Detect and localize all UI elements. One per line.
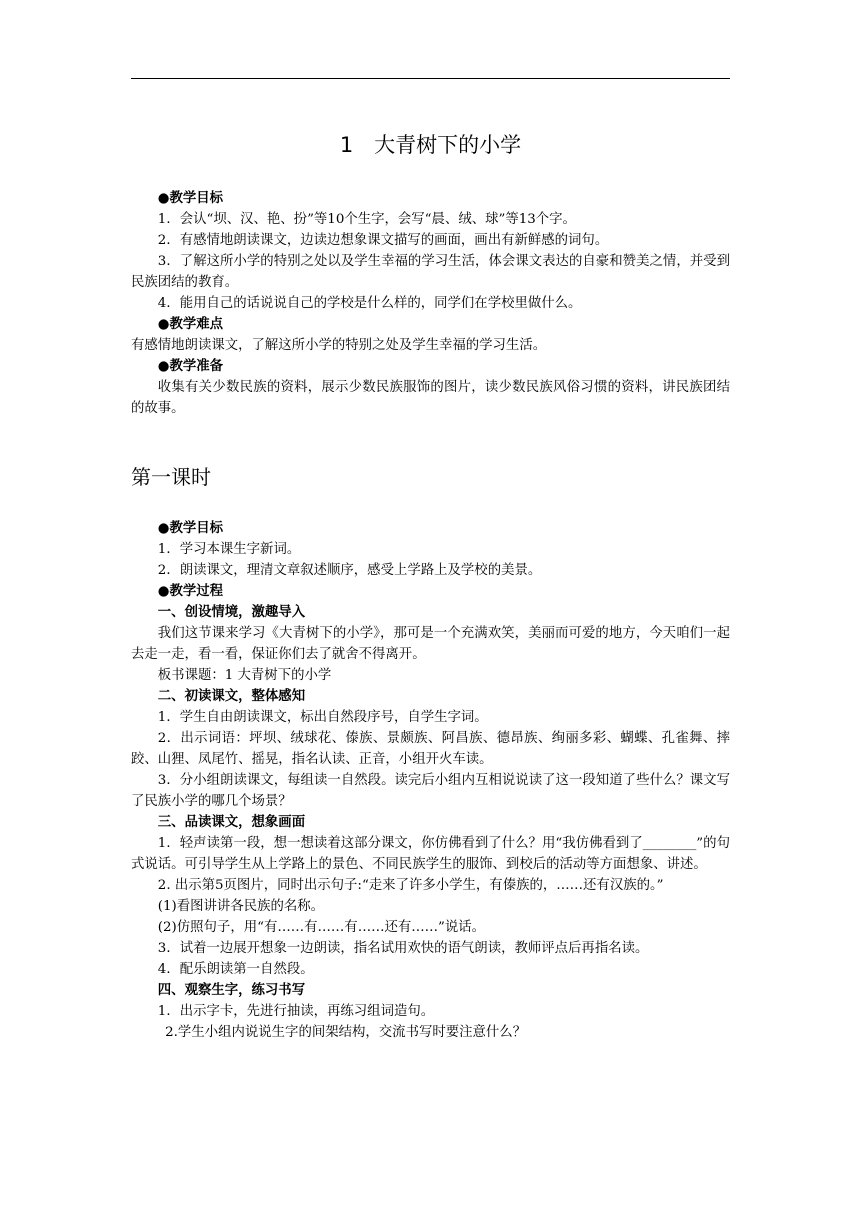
step3-item: 2. 出示第5页图片，同时出示句子:“走来了许多小学生，有傣族的，……还有汉族的。” [157,878,664,893]
goal-item: 1．会认“坝、汉、艳、扮”等10个生字，会写“晨、绒、球”等13个字。 [157,212,576,227]
goals-heading: ●教学目标 [157,191,224,206]
step1-board: 板书课题：1 大青树下的小学 [157,668,332,683]
overview-block [131,188,730,419]
step3-item: (2)仿照句子，用“有……有……有……还有……”说话。 [157,920,486,935]
difficulty-heading: ●教学难点 [157,317,224,332]
step2-item: 1．学生自由朗读课文，标出自然段序号，自学生字词。 [157,710,488,725]
difficulty-text: 有感情地朗读课文，了解这所小学的特别之处及学生幸福的学习生活。 [131,338,547,353]
lesson-goal-item: 2．朗读课文，理清文章叙述顺序，感受上学路上及学校的美景。 [157,563,542,578]
step2-item: 2．出示词语：坪坝、绒球花、傣族、景颇族、阿昌族、德昂族、绚丽多彩、蝴蝶、孔雀舞、摔跤、山狸、凤尾竹、摇晃，指名认读、正音，小组开火车读。 [131,731,730,767]
prep-text: 收集有关少数民族的资料，展示少数民族服饰的图片，读少数民族风俗习惯的资料，讲民族团结的故事。 [131,380,730,416]
step3-item: (1)看图讲讲各民族的名称。 [157,899,325,914]
step4-heading: 四、观察生字，练习书写 [157,983,306,998]
step3-item: 3．试着一边展开想象一边朗读，指名试用欢快的语气朗读，教师评点后再指名读。 [157,941,649,956]
goal-item: 4．能用自己的话说说自己的学校是什么样的，同学们在学校里做什么。 [157,296,582,311]
lesson-goal-item: 1．学习本课生字新词。 [157,542,301,557]
step1-heading: 一、创设情境，激趣导入 [157,605,306,620]
step3-item: 4．配乐朗读第一自然段。 [157,962,314,977]
step4-item: 1．出示字卡，先进行抽读，再练习组词造句。 [157,1004,435,1019]
step2-item: 3．分小组朗读课文，每组读一自然段。读完后小组内互相说说读了这一段知道了些什么？课文写了民族小学的哪几个场景？ [131,773,730,809]
step3-heading: 三、品读课文，想象画面 [157,815,306,830]
step4-item: 2.学生小组内说说生字的间架结构，交流书写时要注意什么？ [165,1025,527,1040]
prep-heading: ●教学准备 [157,359,224,374]
lesson-goals-heading: ●教学目标 [157,521,224,536]
lesson-block [131,518,730,1043]
header-rule [131,78,730,79]
section-title: 第一课时 [131,465,211,489]
step2-heading: 二、初读课文，整体感知 [157,689,306,704]
step3-item: 1．轻声读第一段，想一想读着这部分课文，你仿佛看到了什么？用“我仿佛看到了________”的句式说话。可引导学生从上学路上的景色、不同民族学生的服饰、到校后的活动等方面想象、讲述。 [131,836,730,872]
step1-text: 我们这节课来学习《大青树下的小学》，那可是一个充满欢笑，美丽而可爱的地方，今天咱们一起去走一走，看一看，保证你们去了就舍不得离开。 [131,626,730,662]
process-heading: ●教学过程 [157,584,224,599]
goal-item: 3．了解这所小学的特别之处以及学生幸福的学习生活，体会课文表达的自豪和赞美之情，并受到民族团结的教育。 [131,254,730,290]
goal-item: 2．有感情地朗读课文，边读边想象课文描写的画面，画出有新鲜感的词句。 [157,233,609,248]
lesson-title: 1 大青树下的小学 [339,133,522,157]
